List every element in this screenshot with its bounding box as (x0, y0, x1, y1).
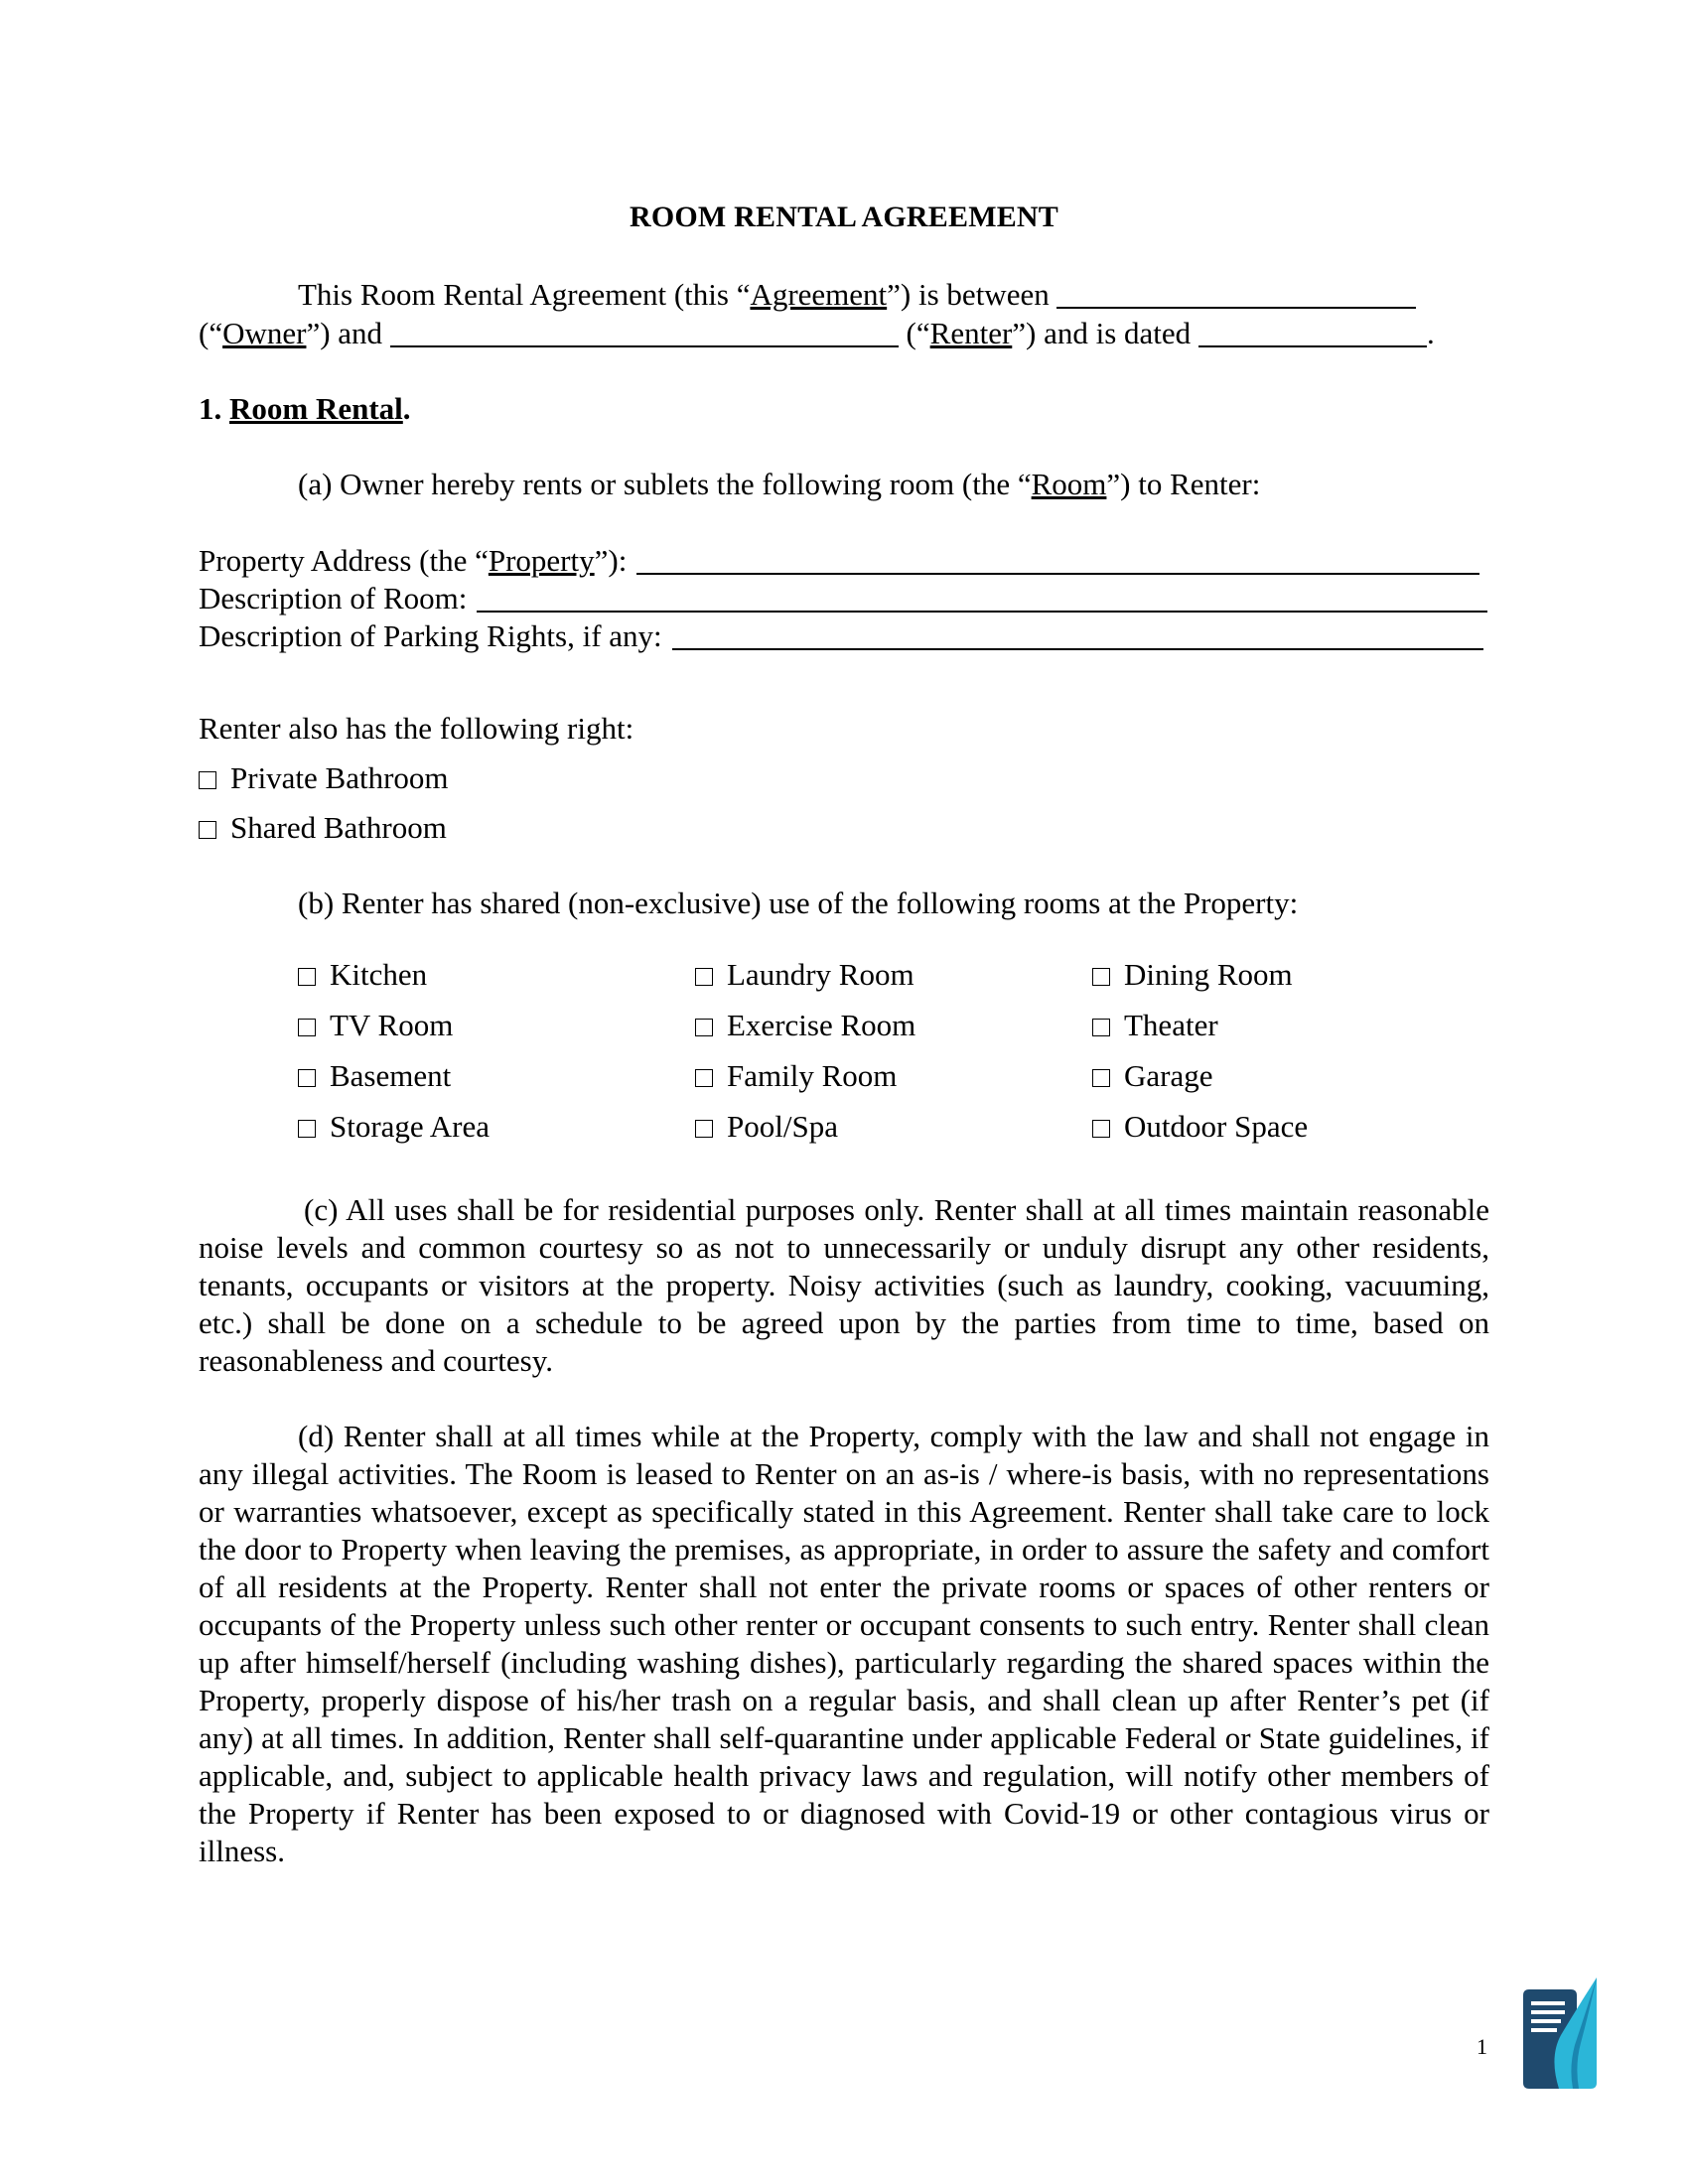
checkbox[interactable] (695, 1120, 713, 1138)
date-blank[interactable] (1198, 318, 1427, 347)
checkbox[interactable] (1092, 1019, 1110, 1036)
room-term: Room (1031, 467, 1107, 501)
checkbox[interactable] (298, 1120, 316, 1138)
clause-a: (a) Owner hereby rents or sublets the following room (the “Room”) to Renter: (298, 467, 1261, 501)
checkbox[interactable] (1092, 1120, 1110, 1138)
section-1-heading: 1. Room Rental. (199, 391, 411, 426)
agreement-term: Agreement (750, 277, 888, 312)
property-address-blank[interactable] (636, 545, 1479, 575)
shared-room-option[interactable]: TV Room (298, 1007, 695, 1044)
checkbox[interactable] (695, 1069, 713, 1087)
document-page (199, 199, 1489, 1870)
clause-b: (b) Renter has shared (non-exclusive) use of the following rooms at the Property: (298, 886, 1299, 920)
checkbox[interactable] (298, 1019, 316, 1036)
rights-intro: Renter also has the following right: (199, 711, 634, 746)
shared-room-option[interactable]: Theater (1092, 1007, 1489, 1044)
shared-rooms-grid (298, 956, 1489, 1146)
shared-room-option[interactable]: Garage (1092, 1057, 1489, 1095)
checkbox[interactable] (199, 821, 216, 839)
checkbox[interactable] (695, 1019, 713, 1036)
clause-c: (c) All uses shall be for residential purposes only. Renter shall at all times maintain reasonable noise levels and common courtesy so as not to unnecessarily or unduly disrupt any other residents, tenants, occupants or visitors at the property. Noisy activities (such as laundry, cooking, vacuuming, etc.) shall be done on a schedule to be agreed upon by the parties from time to time, based on reasonableness and courtesy. (199, 1192, 1489, 1378)
intro-paragraph: This Room Rental Agreement (this “Agreement”) is between (“Owner”) and (“Renter”) and is dated . (199, 277, 1435, 350)
checkbox[interactable] (1092, 1069, 1110, 1087)
room-description-blank[interactable] (477, 583, 1487, 613)
renter-name-blank[interactable] (390, 318, 899, 347)
rights-block (199, 710, 1489, 847)
shared-room-option[interactable]: Basement (298, 1057, 695, 1095)
checkbox[interactable] (298, 1069, 316, 1087)
shared-room-option[interactable]: Outdoor Space (1092, 1108, 1489, 1146)
shared-room-option[interactable]: Exercise Room (695, 1007, 1092, 1044)
checkbox[interactable] (199, 771, 216, 789)
document-title: ROOM RENTAL AGREEMENT (629, 201, 1059, 233)
section-1-title: Room Rental (229, 391, 403, 426)
owner-term: Owner (222, 316, 307, 350)
document-logo-icon (1519, 1976, 1599, 2090)
checkbox[interactable] (1092, 968, 1110, 986)
shared-room-option[interactable]: Storage Area (298, 1108, 695, 1146)
property-address-field: Property Address (the “ Property ”): (199, 541, 1479, 579)
page-number: 1 (1477, 2034, 1487, 2059)
renter-term: Renter (929, 316, 1013, 350)
checkbox[interactable] (298, 968, 316, 986)
parking-rights-field: Description of Parking Rights, if any: (199, 616, 1483, 654)
shared-room-option[interactable]: Family Room (695, 1057, 1092, 1095)
property-term: Property (488, 543, 595, 578)
shared-room-option[interactable]: Dining Room (1092, 956, 1489, 994)
clause-d: (d) Renter shall at all times while at the Property, comply with the law and shall not engage in any illegal activities. The Room is leased to Renter on an as-is / where-is basis, with no representations or warranties whatsoever, except as specifically stated in this Agreement. Renter shall take care to lock the door to Property when leaving the premises, as appropriate, in order to assure the safety and comfort of all residents at the Property. Renter shall not enter the private rooms or spaces of other renters or occupants of the Property unless such other renter or occupant consents to such entry. Renter shall clean up after himself/herself (including washing dishes), particularly regarding the shared spaces within the Property, properly dispose of his/her trash on a regular basis, and shall clean up after Renter’s pet (if any) at all times. In addition, Renter shall self-quarantine under applicable Federal or State guidelines, if applicable, and, subject to applicable health privacy laws and regulation, will notify other members of the Property if Renter has been exposed to or diagnosed with Covid-19 or other contagious virus or illness. (199, 1419, 1489, 1868)
checkbox[interactable] (695, 968, 713, 986)
owner-name-blank[interactable] (1056, 279, 1416, 309)
shared-room-option[interactable]: Pool/Spa (695, 1108, 1092, 1146)
shared-bathroom-option[interactable]: Shared Bathroom (199, 809, 1489, 847)
private-bathroom-option[interactable]: Private Bathroom (199, 759, 1489, 797)
room-description-field: Description of Room: (199, 579, 1487, 616)
parking-rights-blank[interactable] (672, 620, 1483, 650)
shared-room-option[interactable]: Laundry Room (695, 956, 1092, 994)
shared-room-option[interactable]: Kitchen (298, 956, 695, 994)
